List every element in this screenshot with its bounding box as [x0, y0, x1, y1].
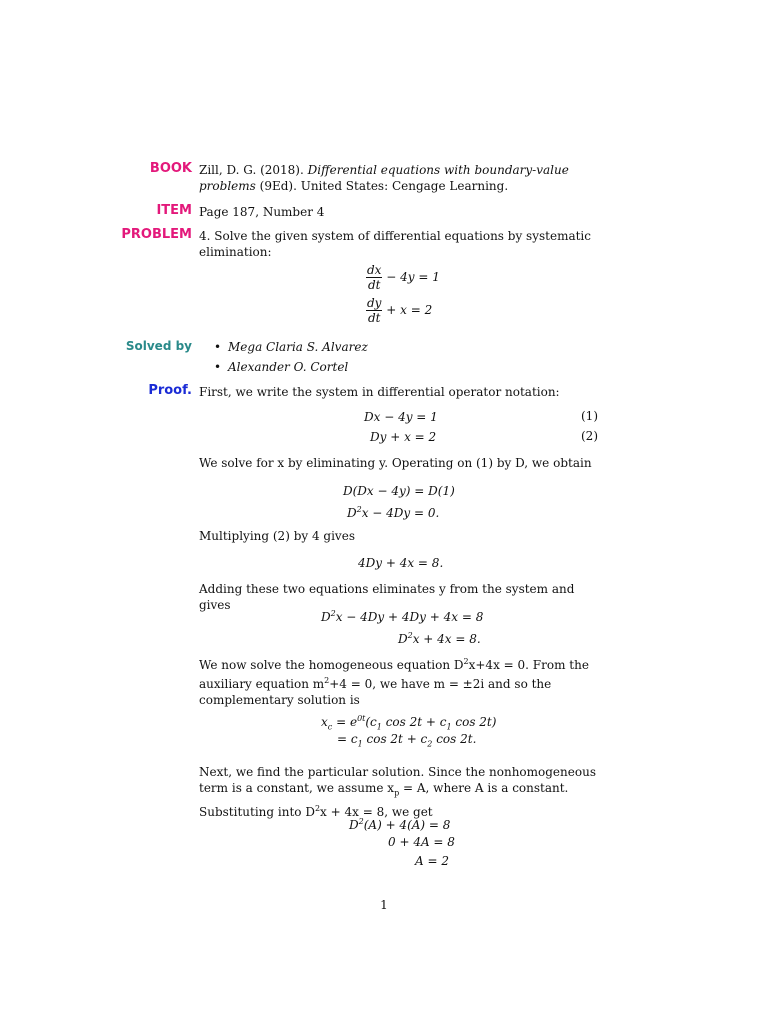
- solved-by-label: Solved by: [125, 339, 192, 353]
- operator-equation-1: Dx − 4y = 1: [364, 410, 438, 424]
- multiplied-equation: 4Dy + 4x = 8.: [358, 556, 444, 570]
- problem-text: 4. Solve the given system of differential equations by systematic elimination:: [199, 229, 591, 259]
- operator-equation-2: Dy + x = 2: [370, 430, 437, 444]
- problem-label: PROBLEM: [121, 227, 192, 242]
- book-citation: [199, 162, 599, 194]
- item-text: Page 187, Number 4: [199, 205, 325, 219]
- sum-equation-2: $D^2x + 4x = 8$.: [398, 631, 481, 646]
- solvers-list: [214, 337, 614, 377]
- particular-equation-3: A = 2: [415, 854, 449, 868]
- book-label: BOOK: [149, 161, 192, 176]
- proof-step-4: We now solve the homogeneous equation $D^2x+4x = 0$. From the auxiliary equation $m^2+4 = 0$, we have m = ±2i and so the complementary solution is: [199, 657, 589, 707]
- equation-number-2: (2): [581, 429, 598, 443]
- proof-step-3: Adding these two equations eliminates y from the system and gives: [199, 582, 575, 612]
- equation-number-1: (1): [581, 409, 598, 423]
- particular-equation-2: 0 + 4A = 8: [388, 835, 455, 849]
- proof-step-2: Multiplying (2) by 4 gives: [199, 529, 355, 543]
- proof-step-1: We solve for x by eliminating y. Operating on (1) by D, we obtain: [199, 456, 592, 470]
- proof-step-5: Next, we find the particular solution. Since the nonhomogeneous term is a constant, we assume $x_p = A$, where A is a constant. Substituting into $D^2x + 4x = 8$, we get: [199, 765, 596, 820]
- particular-equation-1: $D^2(A) + 4(A) = 8$: [349, 817, 451, 832]
- solver-item: • Alexander O. Cortel: [214, 360, 349, 374]
- proof-intro: First, we write the system in differential operator notation:: [199, 385, 560, 399]
- sum-equation-1: $D^2x - 4Dy + 4Dy + 4x = 8$: [321, 609, 484, 624]
- problem-equation-2: $\frac{dy}{dt}$ + x = 2: [367, 296, 433, 325]
- derivative-equation-1: D(Dx − 4y) = D(1): [343, 484, 455, 498]
- book-author-year: Zill, D. G. (2018).: [199, 163, 304, 177]
- complementary-solution-1: $x_c = e^{0t}(c_1$ $\cos 2t + c_1$ cos 2t): [321, 714, 497, 732]
- derivative-equation-2: $D^2x - 4Dy = 0$.: [347, 505, 440, 520]
- item-label: ITEM: [156, 203, 192, 218]
- page-number: 1: [380, 898, 388, 912]
- book-details: (9Ed). United States: Cengage Learning.: [259, 179, 509, 193]
- proof-label: Proof.: [148, 383, 192, 398]
- book-title: Differential equations with boundary-value problems: [199, 163, 569, 193]
- problem-equation-1: $\frac{dx}{dt}$ − 4y = 1: [367, 263, 440, 292]
- complementary-solution-2: = $c_1$ $\cos 2t + c_2$ cos 2t.: [337, 732, 477, 749]
- solver-item: • Mega Claria S. Alvarez: [214, 340, 368, 354]
